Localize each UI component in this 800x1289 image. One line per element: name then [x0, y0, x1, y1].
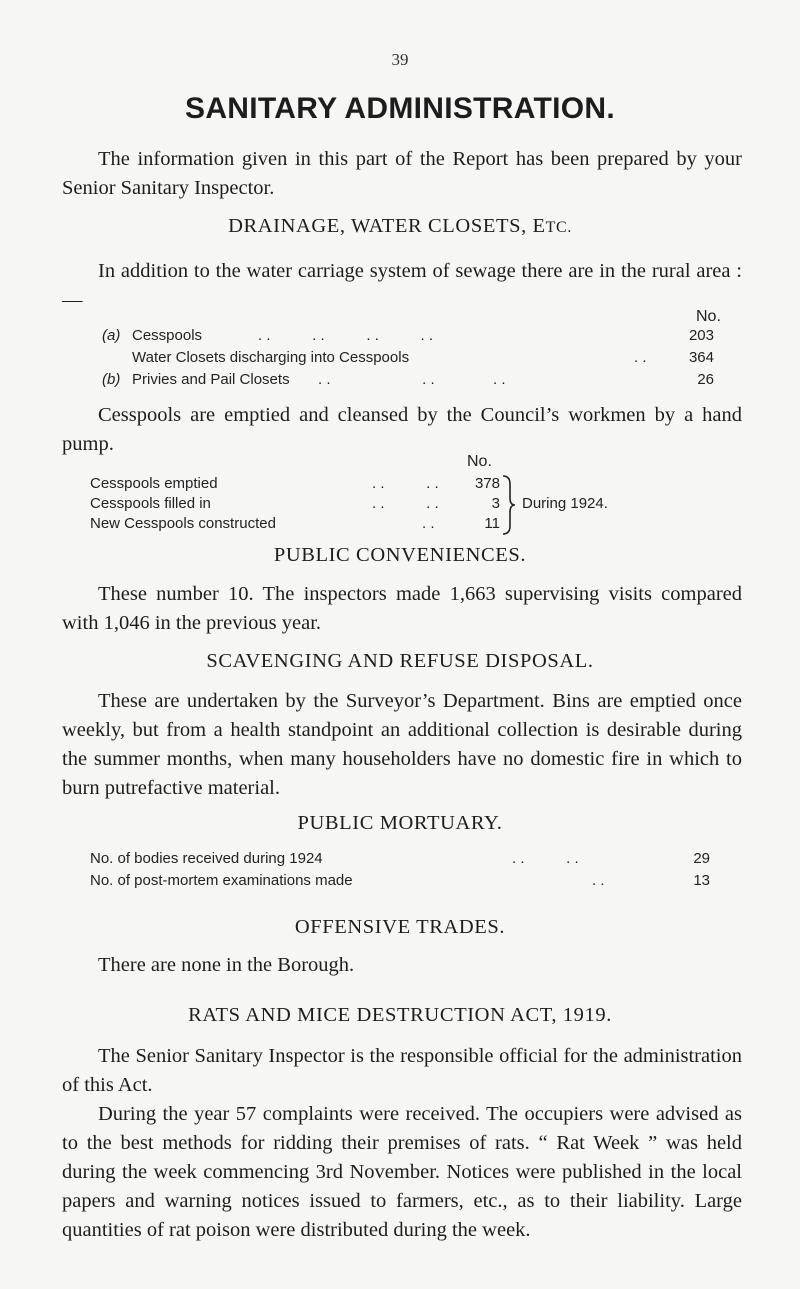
drainage-paragraph: In addition to the water carriage system of sewage there are in the rural area :— [62, 260, 742, 311]
page-title: SANITARY ADMINISTRATION. [185, 92, 615, 125]
drainage-row-label: Water Closets discharging into Cesspools [132, 349, 410, 366]
cesspool-row-value: 3 [491, 495, 500, 512]
offensive-trades-paragraph: There are none in the Borough. [98, 954, 355, 976]
drainage-row-label: Cesspools [132, 327, 203, 344]
offensive-trades-heading: OFFENSIVE TRADES. [294, 916, 506, 938]
mortuary-row-dots: . . . . [512, 850, 579, 867]
drainage-heading-small: TC. [545, 219, 572, 236]
drainage-row-value: 26 [697, 371, 714, 388]
mortuary-row-value: 29 [693, 850, 710, 867]
cesspool-row-label: New Cesspools constructed [90, 515, 276, 532]
cesspool-row-dots: . . . . [372, 495, 439, 512]
rats-paragraph-2: During the year 57 complaints were received. The occupiers were advised as to the best methods for ridding their premises of rats. “ Rat Week ” was held during the week commencing 3rd November. Notices were published in the local papers and warning notices issued to farmers, etc., as to their liability. Large quantities of rat poison were distributed during the week. [62, 1103, 742, 1241]
cesspool-paragraph: Cesspools are emptied and cleansed by the Council’s workmen by a hand pump. [62, 404, 742, 455]
drainage-row-marker: (b) [102, 371, 121, 388]
drainage-row-dots: . . [634, 349, 647, 366]
page-number: 39 [391, 50, 409, 69]
mortuary-row-value: 13 [693, 872, 710, 889]
cesspool-row-dots: . . . . [372, 475, 439, 492]
brace-note: During 1924. [522, 495, 608, 512]
mortuary-row-label: No. of post-mortem examinations made [90, 872, 353, 889]
drainage-col-header: No. [696, 308, 721, 325]
mortuary-heading: PUBLIC MORTUARY. [297, 812, 503, 834]
rats-paragraph-1: The Senior Sanitary Inspector is the responsible official for the administration of this Act. [62, 1045, 742, 1096]
drainage-row-value: 203 [688, 327, 714, 344]
drainage-row-dots: . . . . . . [318, 371, 506, 388]
cesspool-row-value: 11 [484, 515, 500, 532]
cesspool-row-dots: . . [422, 515, 435, 532]
scavenging-paragraph: These are undertaken by the Surveyor’s Department. Bins are emptied once weekly, but from a health standpoint an additional collection is desirable during the summer months, when many householders have no domestic fire in which to burn putrefactive material. [62, 690, 742, 799]
cesspool-row-value: 378 [474, 475, 500, 492]
drainage-row-dots: . . . . . . . . [258, 327, 434, 344]
public-conveniences-paragraph: These number 10. The inspectors made 1,663 supervising visits compared with 1,046 in the previous year. [62, 583, 742, 634]
mortuary-row-label: No. of bodies received during 1924 [90, 850, 323, 867]
drainage-row-label: Privies and Pail Closets [132, 371, 290, 388]
drainage-row-value: 364 [688, 349, 714, 366]
drainage-row-marker: (a) [102, 327, 121, 344]
scavenging-heading: SCAVENGING AND REFUSE DISPOSAL. [206, 650, 594, 672]
cesspool-row-label: Cesspools filled in [90, 495, 211, 512]
intro-paragraph: The information given in this part of the Report has been prepared by your Senior Sanitary Inspector. [62, 148, 742, 199]
cesspool-row-label: Cesspools emptied [90, 475, 218, 492]
rats-heading: RATS AND MICE DESTRUCTION ACT, 1919. [188, 1004, 612, 1026]
public-conveniences-heading: PUBLIC CONVENIENCES. [273, 544, 527, 566]
mortuary-row-dots: . . [592, 872, 605, 889]
drainage-heading-main: DRAINAGE, WATER CLOSETS, E [228, 215, 546, 237]
cesspool-col-header: No. [467, 453, 492, 470]
